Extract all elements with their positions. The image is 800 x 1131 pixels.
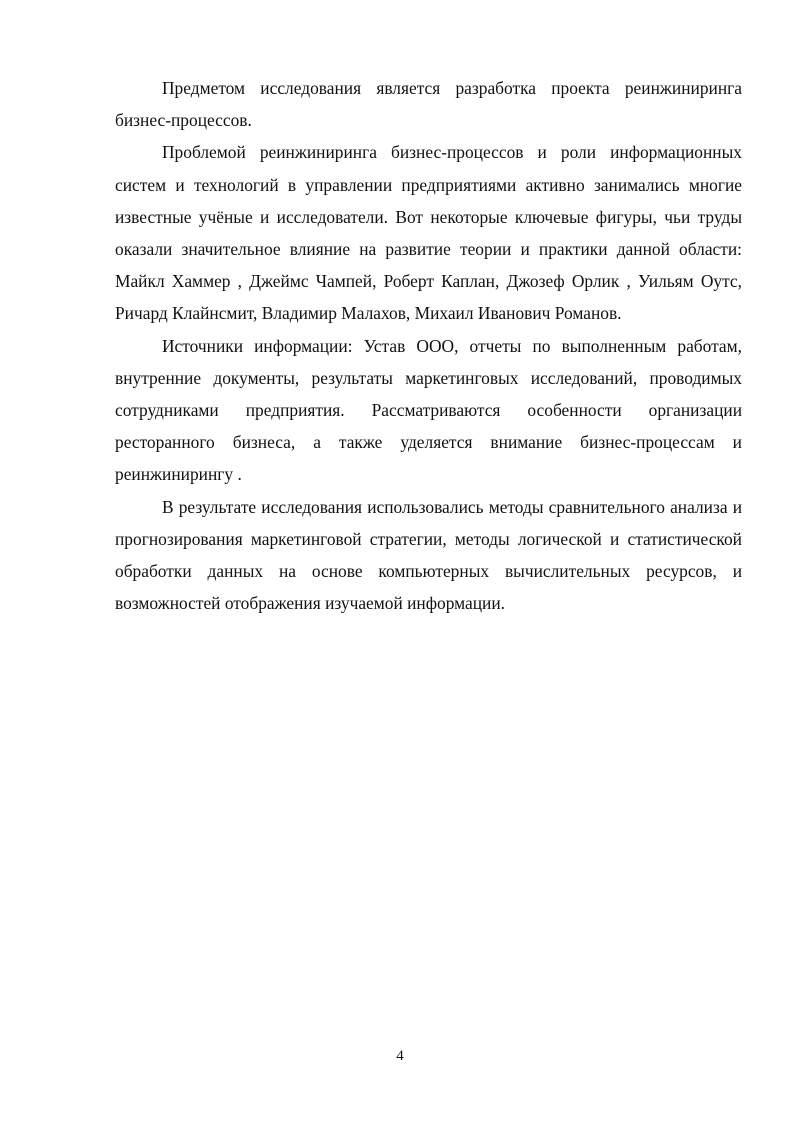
- paragraph-researchers: Проблемой реинжиниринга бизнес-процессов и роли информационных систем и технологий в управлении предприятиями активно занимались многие известные учёные и исследователи. Вот некоторые ключевые фигуры, чьи труды оказали значительное влияние на развитие теории и практики данной области: Майкл Хаммер , Джеймс Чампей, Роберт Каплан, Джозеф Орлик , Уильям Оутс, Ричард Клайнсмит, Владимир Малахов, Михаил Иванович Романов.: [115, 142, 742, 324]
- page-number: 4: [396, 1048, 404, 1064]
- paragraph-sources: Источники информации: Устав ООО, отчеты по выполненным работам, внутренние документы, результаты маркетинговых исследований, проводимых сотрудниками предприятия. Рассматриваются особенности организации ресторанного бизнеса, а также уделяется внимание бизнес-процессам и реинжинирингу .: [115, 335, 742, 485]
- paragraph-methods: В результате исследования использовались методы сравнительного анализа и прогнозирования маркетинговой стратегии, методы логической и статистической обработки данных на основе компьютерных вычислительных ресурсов, и возможностей отображения изучаемой информации.: [115, 496, 742, 614]
- body-text: [115, 72, 742, 619]
- paragraph-subject: Предметом исследования является разработка проекта реинжиниринга бизнес-процессов.: [115, 78, 742, 131]
